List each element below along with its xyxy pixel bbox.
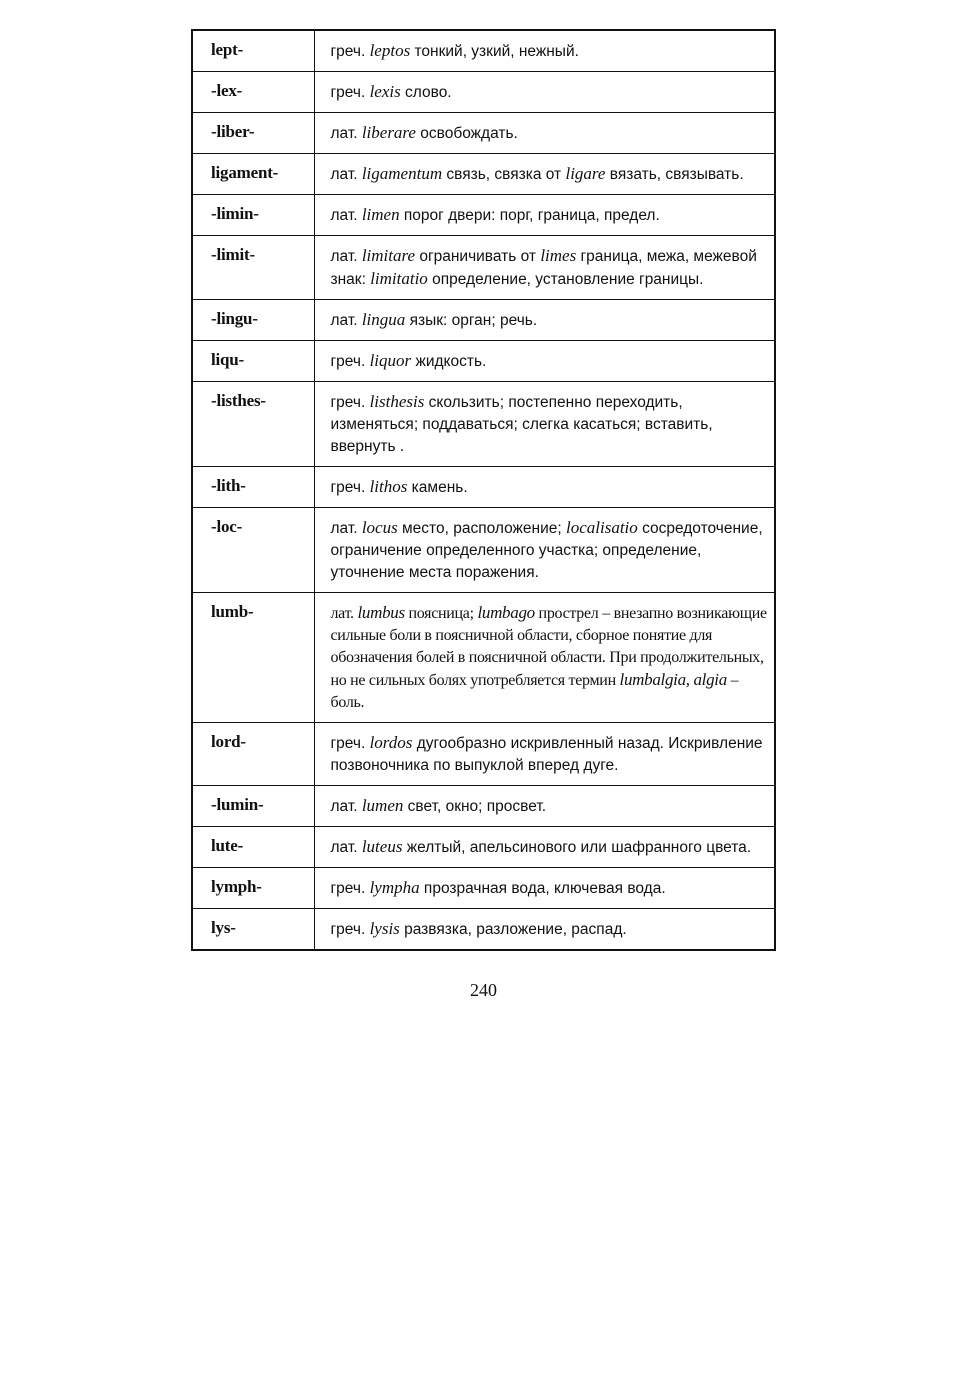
term-cell: -listhes-: [192, 382, 314, 467]
definition-italic-word: lysis: [369, 919, 400, 938]
definition-cell: [314, 868, 775, 909]
definition-text: свет, окно; просвет.: [403, 798, 547, 815]
page-number: 240: [470, 980, 497, 1000]
definition-cell: [314, 593, 775, 723]
definition-italic-word: lumen: [361, 796, 404, 815]
definition-text: – боль.: [330, 672, 739, 711]
definition-text: прострел – внезапно возникающие сильные боли в поясничной области, сборное понятие для обозначения болей в поясничной области. При продолжительных, но не сильных болях употребляется термин: [330, 605, 767, 689]
table-row: [192, 827, 775, 868]
definition-cell: [314, 195, 775, 236]
definition-text: язык: орган; речь.: [405, 312, 538, 329]
definition-text: лат.: [330, 125, 362, 142]
definition-text: лат.: [330, 166, 362, 183]
table-row: [192, 723, 775, 786]
definition-text: граница, межа, межевой знак:: [330, 248, 757, 288]
table-row: [192, 72, 775, 113]
definition-cell: [314, 113, 775, 154]
definition-italic-word: listhesis: [369, 392, 425, 411]
definition-text: греч.: [330, 880, 370, 897]
term-cell: -liber-: [192, 113, 314, 154]
definition-text: определение, установление границы.: [427, 271, 704, 288]
definition-text: дугообразно искривленный назад. Искривление позвоночника по выпуклой вперед дуге.: [330, 735, 763, 774]
definition-text: желтый, апельсинового или шафранного цвета.: [402, 839, 752, 856]
term-cell: -loc-: [192, 508, 314, 593]
term-cell: -lex-: [192, 72, 314, 113]
definition-italic-word: luteus: [361, 837, 403, 856]
definition-italic-word: leptos: [369, 41, 411, 60]
definition-text: тонкий, узкий, нежный.: [410, 43, 579, 60]
definition-cell: [314, 382, 775, 467]
term-cell: -limit-: [192, 236, 314, 300]
glossary-table: [191, 29, 776, 951]
definition-text: лат.: [330, 605, 358, 622]
table-row: [192, 382, 775, 467]
definition-text: камень.: [407, 479, 468, 496]
definition-cell: [314, 236, 775, 300]
definition-italic-word: lingua: [361, 310, 406, 329]
definition-text: греч.: [330, 84, 370, 101]
definition-text: порог двери: порг, граница, предел.: [399, 207, 660, 224]
term-cell: lept-: [192, 30, 314, 72]
term-cell: -limin-: [192, 195, 314, 236]
definition-text: лат.: [330, 520, 362, 537]
definition-cell: [314, 723, 775, 786]
definition-text: лат.: [330, 798, 362, 815]
term-cell: lumb-: [192, 593, 314, 723]
definition-text: греч.: [330, 921, 370, 938]
definition-text: греч.: [330, 43, 370, 60]
table-row: [192, 868, 775, 909]
definition-italic-word: lexis: [369, 82, 401, 101]
definition-text: прозрачная вода, ключевая вода.: [419, 880, 666, 897]
table-row: [192, 593, 775, 723]
definition-italic-word: lithos: [369, 477, 408, 496]
definition-cell: [314, 827, 775, 868]
table-row: [192, 154, 775, 195]
definition-text: место, расположение;: [397, 520, 566, 537]
definition-text: связь, связка от: [442, 166, 566, 183]
table-row: [192, 113, 775, 154]
term-cell: lymph-: [192, 868, 314, 909]
table-row: [192, 467, 775, 508]
term-cell: -lingu-: [192, 300, 314, 341]
definition-text: лат.: [330, 312, 362, 329]
definition-italic-word: limitare: [361, 246, 416, 265]
definition-italic-word: ligamentum: [361, 164, 443, 183]
definition-text: греч.: [330, 353, 370, 370]
table-row: [192, 909, 775, 951]
definition-italic-word: algia: [693, 670, 727, 689]
definition-text: лат.: [330, 839, 362, 856]
definition-text: развязка, разложение, распад.: [399, 921, 627, 938]
term-cell: ligament-: [192, 154, 314, 195]
definition-text: греч.: [330, 394, 370, 411]
table-row: [192, 508, 775, 593]
definition-cell: [314, 508, 775, 593]
definition-italic-word: limitatio: [370, 269, 428, 288]
definition-cell: [314, 467, 775, 508]
definition-text: поясница;: [404, 605, 478, 622]
definition-italic-word: lumbago: [477, 603, 535, 622]
term-cell: -lith-: [192, 467, 314, 508]
definition-italic-word: liquor: [369, 351, 412, 370]
term-cell: lys-: [192, 909, 314, 951]
definition-text: жидкость.: [411, 353, 487, 370]
table-row: [192, 341, 775, 382]
definition-text: слово.: [400, 84, 452, 101]
table-row: [192, 300, 775, 341]
term-cell: lute-: [192, 827, 314, 868]
term-cell: liqu-: [192, 341, 314, 382]
definition-text: лат.: [330, 207, 362, 224]
definition-text: греч.: [330, 735, 370, 752]
definition-italic-word: localisatio: [565, 518, 638, 537]
definition-italic-word: liberare: [361, 123, 416, 142]
definition-italic-word: lumbalgia,: [619, 670, 690, 689]
definition-cell: [314, 909, 775, 951]
definition-cell: [314, 30, 775, 72]
term-cell: lord-: [192, 723, 314, 786]
table-row: [192, 30, 775, 72]
definition-italic-word: lumbus: [357, 603, 405, 622]
term-cell: -lumin-: [192, 786, 314, 827]
definition-text: вязать, связывать.: [605, 166, 744, 183]
definition-italic-word: lympha: [369, 878, 420, 897]
definition-text: лат.: [330, 248, 362, 265]
definition-cell: [314, 341, 775, 382]
definition-italic-word: locus: [361, 518, 398, 537]
definition-text: освобождать.: [415, 125, 518, 142]
definition-text: греч.: [330, 479, 370, 496]
definition-italic-word: lordos: [369, 733, 413, 752]
definition-cell: [314, 154, 775, 195]
definition-italic-word: limes: [540, 246, 577, 265]
definition-cell: [314, 72, 775, 113]
definition-cell: [314, 300, 775, 341]
definition-cell: [314, 786, 775, 827]
table-row: [192, 236, 775, 300]
table-row: [192, 195, 775, 236]
definition-text: скользить; постепенно переходить, изменяться; поддаваться; слегка касаться; вставить, ввернуть .: [330, 394, 713, 455]
glossary-body: [192, 30, 775, 950]
definition-italic-word: limen: [361, 205, 400, 224]
definition-text: ограничивать от: [415, 248, 541, 265]
table-row: [192, 786, 775, 827]
definition-italic-word: ligare: [565, 164, 606, 183]
definition-text: сосредоточение, ограничение определенного участка; определение, уточнение места поражения.: [330, 520, 763, 581]
